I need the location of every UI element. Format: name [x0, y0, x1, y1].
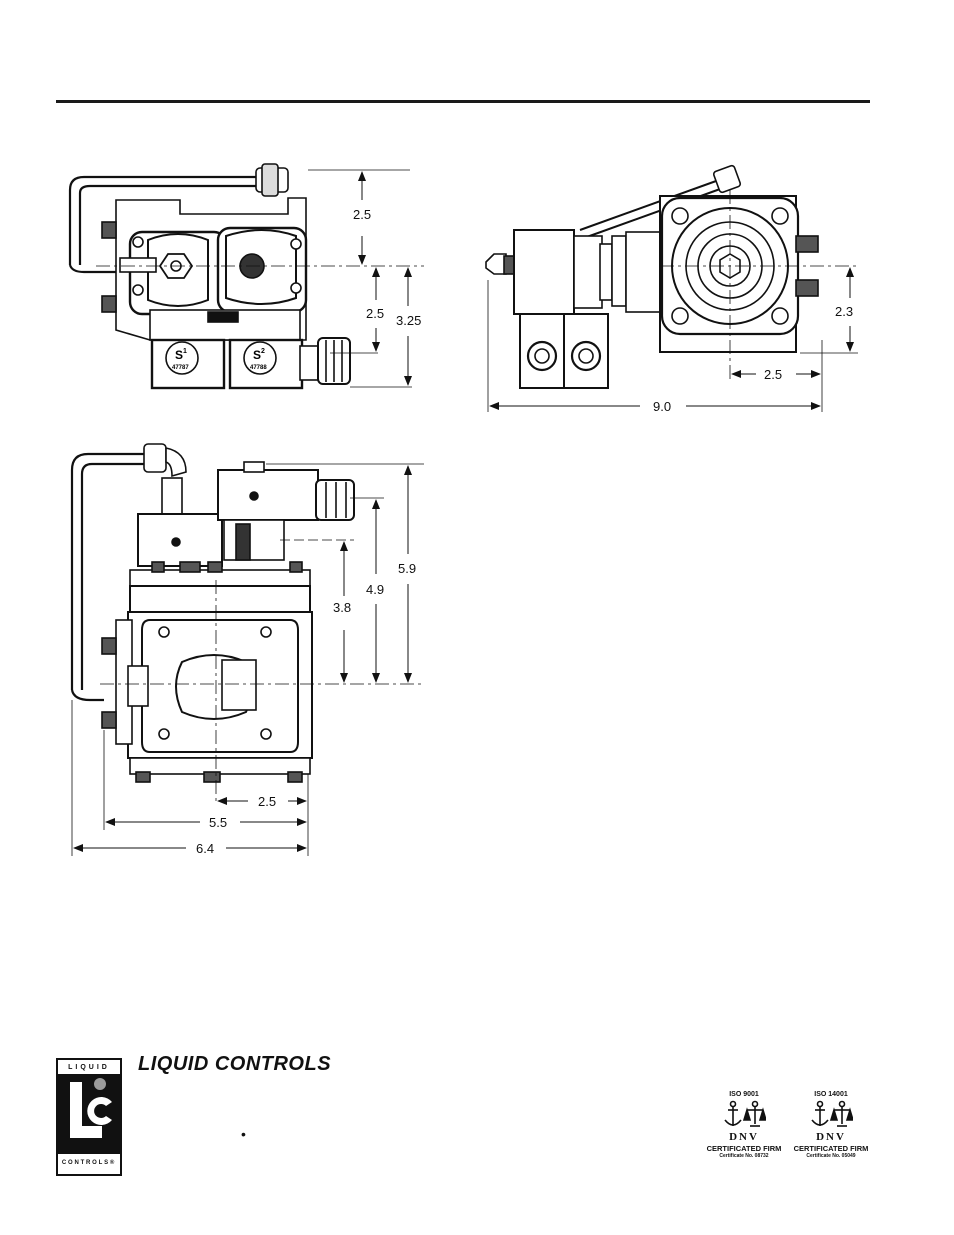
certificate-number: Certificate No. 08732 — [719, 1153, 769, 1159]
liquid-controls-logo — [56, 1058, 122, 1176]
brand-name: LIQUID CONTROLS — [138, 1053, 332, 1075]
svg-text:1: 1 — [183, 348, 187, 355]
anchor-scales-icon — [809, 1100, 853, 1130]
dim-top-left-2-5-upper: 2.5 — [353, 207, 372, 222]
certificated-firm-text: CERTIFICATED FIRM — [793, 1144, 869, 1153]
bottom-left-view — [72, 444, 424, 856]
iso-9001-label: ISO 9001 — [729, 1091, 759, 1098]
dim-top-right-2-5: 2.5 — [764, 367, 783, 382]
dim-bottom-left-2-5: 2.5 — [258, 794, 277, 809]
top-left-view — [70, 164, 424, 388]
anchor-scales-icon — [722, 1100, 766, 1130]
dim-bottom-left-4-9: 4.9 — [366, 582, 385, 597]
dim-top-right-9-0: 9.0 — [653, 399, 672, 414]
svg-text:S: S — [253, 348, 262, 362]
top-right-view — [486, 165, 860, 412]
dim-bottom-left-3-8: 3.8 — [333, 600, 352, 615]
iso-14001-label: ISO 14001 — [814, 1091, 848, 1098]
svg-text:S: S — [175, 348, 184, 362]
dim-top-right-2-3: 2.3 — [835, 304, 854, 319]
svg-text:47788: 47788 — [250, 365, 267, 371]
dnv-mark: DNV — [729, 1131, 759, 1143]
iso-9001-badge — [701, 1091, 787, 1159]
bullet-separator: • — [241, 1126, 246, 1142]
dim-bottom-left-5-9: 5.9 — [398, 561, 417, 576]
certificate-number: Certificate No. 05049 — [806, 1153, 856, 1159]
dim-bottom-left-5-5: 5.5 — [209, 815, 228, 830]
dim-top-left-2-5-lower: 2.5 — [366, 306, 385, 321]
dim-top-left-3-25: 3.25 — [396, 313, 422, 328]
logo-top-text: LIQUID — [68, 1064, 110, 1071]
dnv-mark: DNV — [816, 1131, 846, 1143]
iso-14001-badge — [788, 1091, 874, 1159]
svg-text:47787: 47787 — [172, 365, 189, 371]
certificated-firm-text: CERTIFICATED FIRM — [706, 1144, 782, 1153]
logo-bottom-text: CONTROLS® — [61, 1160, 117, 1166]
lc-monogram-icon — [58, 1074, 120, 1154]
svg-text:2: 2 — [261, 348, 265, 355]
dim-bottom-left-6-4: 6.4 — [196, 841, 215, 856]
